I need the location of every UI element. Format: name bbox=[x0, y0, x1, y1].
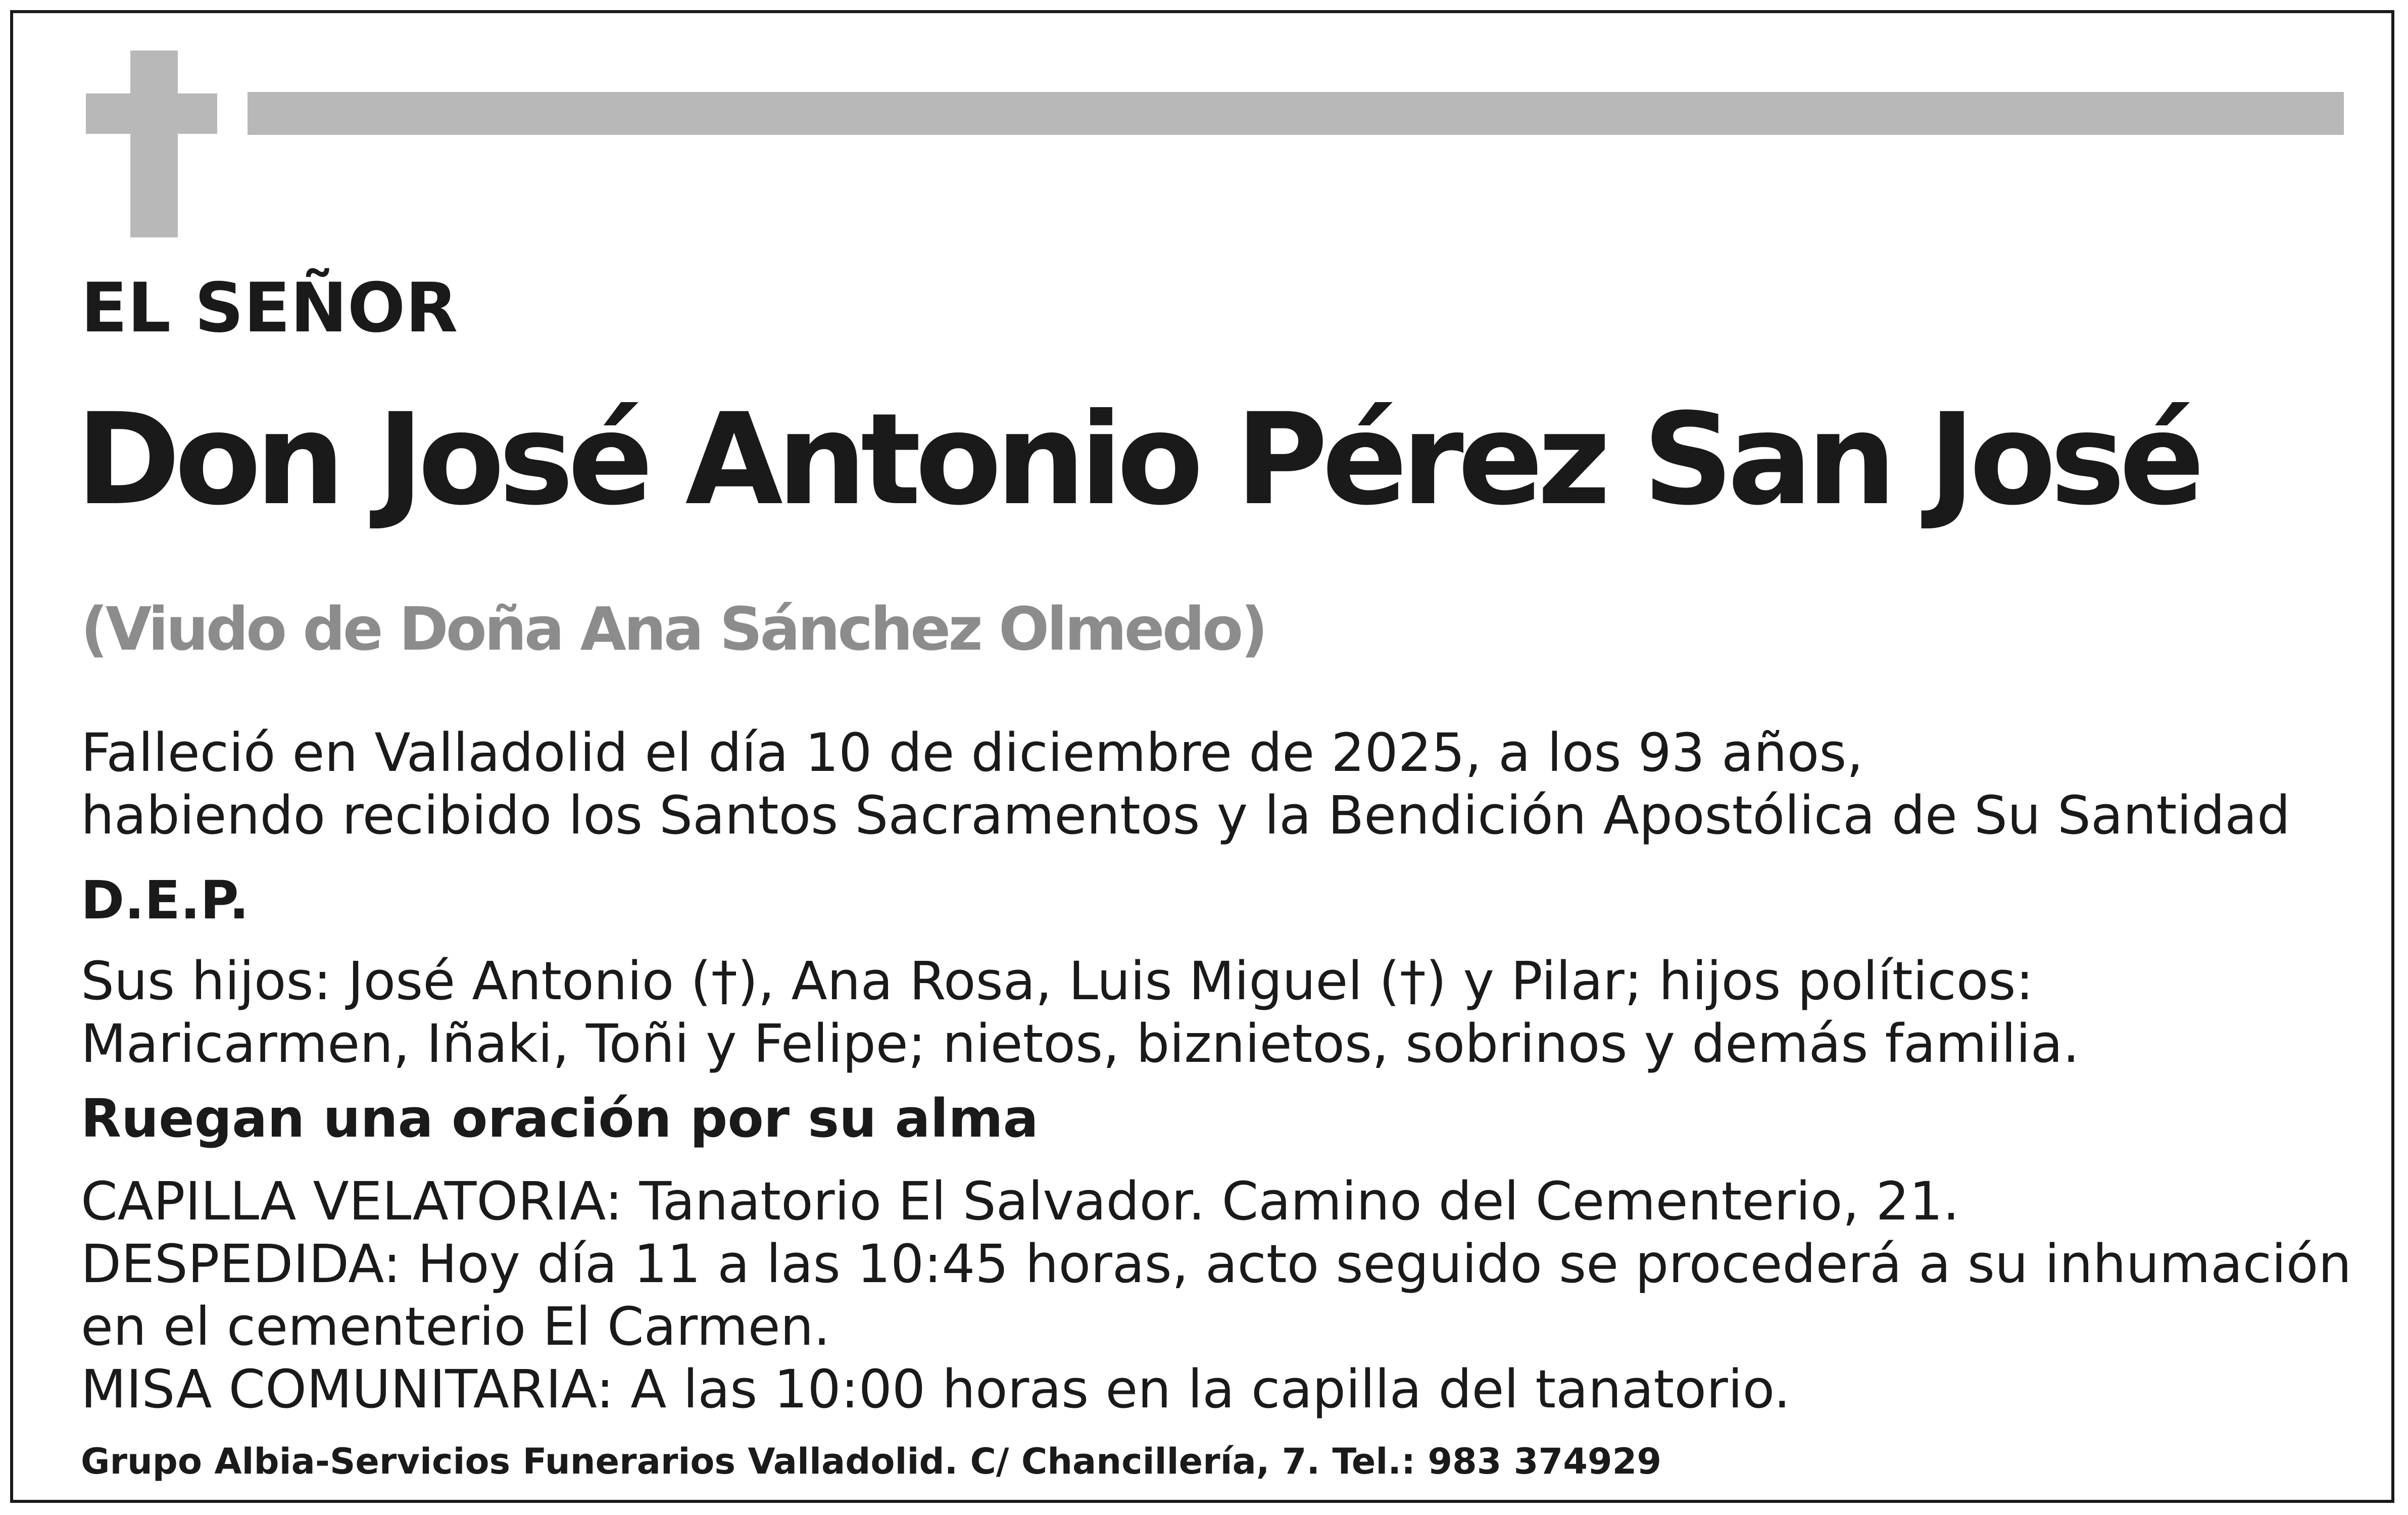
mass-line: MISA COMUNITARIA: A las 10:00 horas en la capilla del tanatorio. bbox=[81, 1358, 1791, 1420]
farewell-line-1: DESPEDIDA: Hoy día 11 a las 10:45 horas, acto seguido se procederá a su inhumación bbox=[81, 1233, 2352, 1295]
prayer-line: Ruegan una oración por su alma bbox=[81, 1088, 1039, 1149]
cross-horizontal-bar bbox=[86, 93, 217, 134]
death-line-1: Falleció en Valladolid el día 10 de diciembre de 2025, a los 93 años, bbox=[81, 722, 1863, 784]
family-line-2: Maricarmen, Iñaki, Toñi y Felipe; nietos, biznietos, sobrinos y demás familia. bbox=[81, 1013, 2080, 1074]
cross-vertical-bar bbox=[130, 51, 178, 237]
farewell-line-2: en el cementerio El Carmen. bbox=[81, 1296, 830, 1357]
death-line-2: habiendo recibido los Santos Sacramentos y la Bendición Apostólica de Su Santidad bbox=[81, 785, 2291, 846]
widow-of-line: (Viudo de Doña Ana Sánchez Olmedo) bbox=[81, 594, 1266, 664]
funeral-home-footer: Grupo Albia-Servicios Funerarios Valladolid. C/ Chancillería, 7. Tel.: 983 374929 bbox=[81, 1441, 1662, 1482]
dep-line: D.E.P. bbox=[81, 869, 250, 931]
chapel-line: CAPILLA VELATORIA: Tanatorio El Salvador. Camino del Cementerio, 21. bbox=[81, 1170, 1960, 1232]
notice-title: EL SEÑOR bbox=[81, 268, 458, 348]
deceased-name: Don José Antonio Pérez San José bbox=[76, 386, 2199, 533]
family-line-1: Sus hijos: José Antonio (†), Ana Rosa, Luis Miguel (†) y Pilar; hijos políticos: bbox=[81, 950, 2034, 1012]
header-rule bbox=[248, 92, 2344, 135]
